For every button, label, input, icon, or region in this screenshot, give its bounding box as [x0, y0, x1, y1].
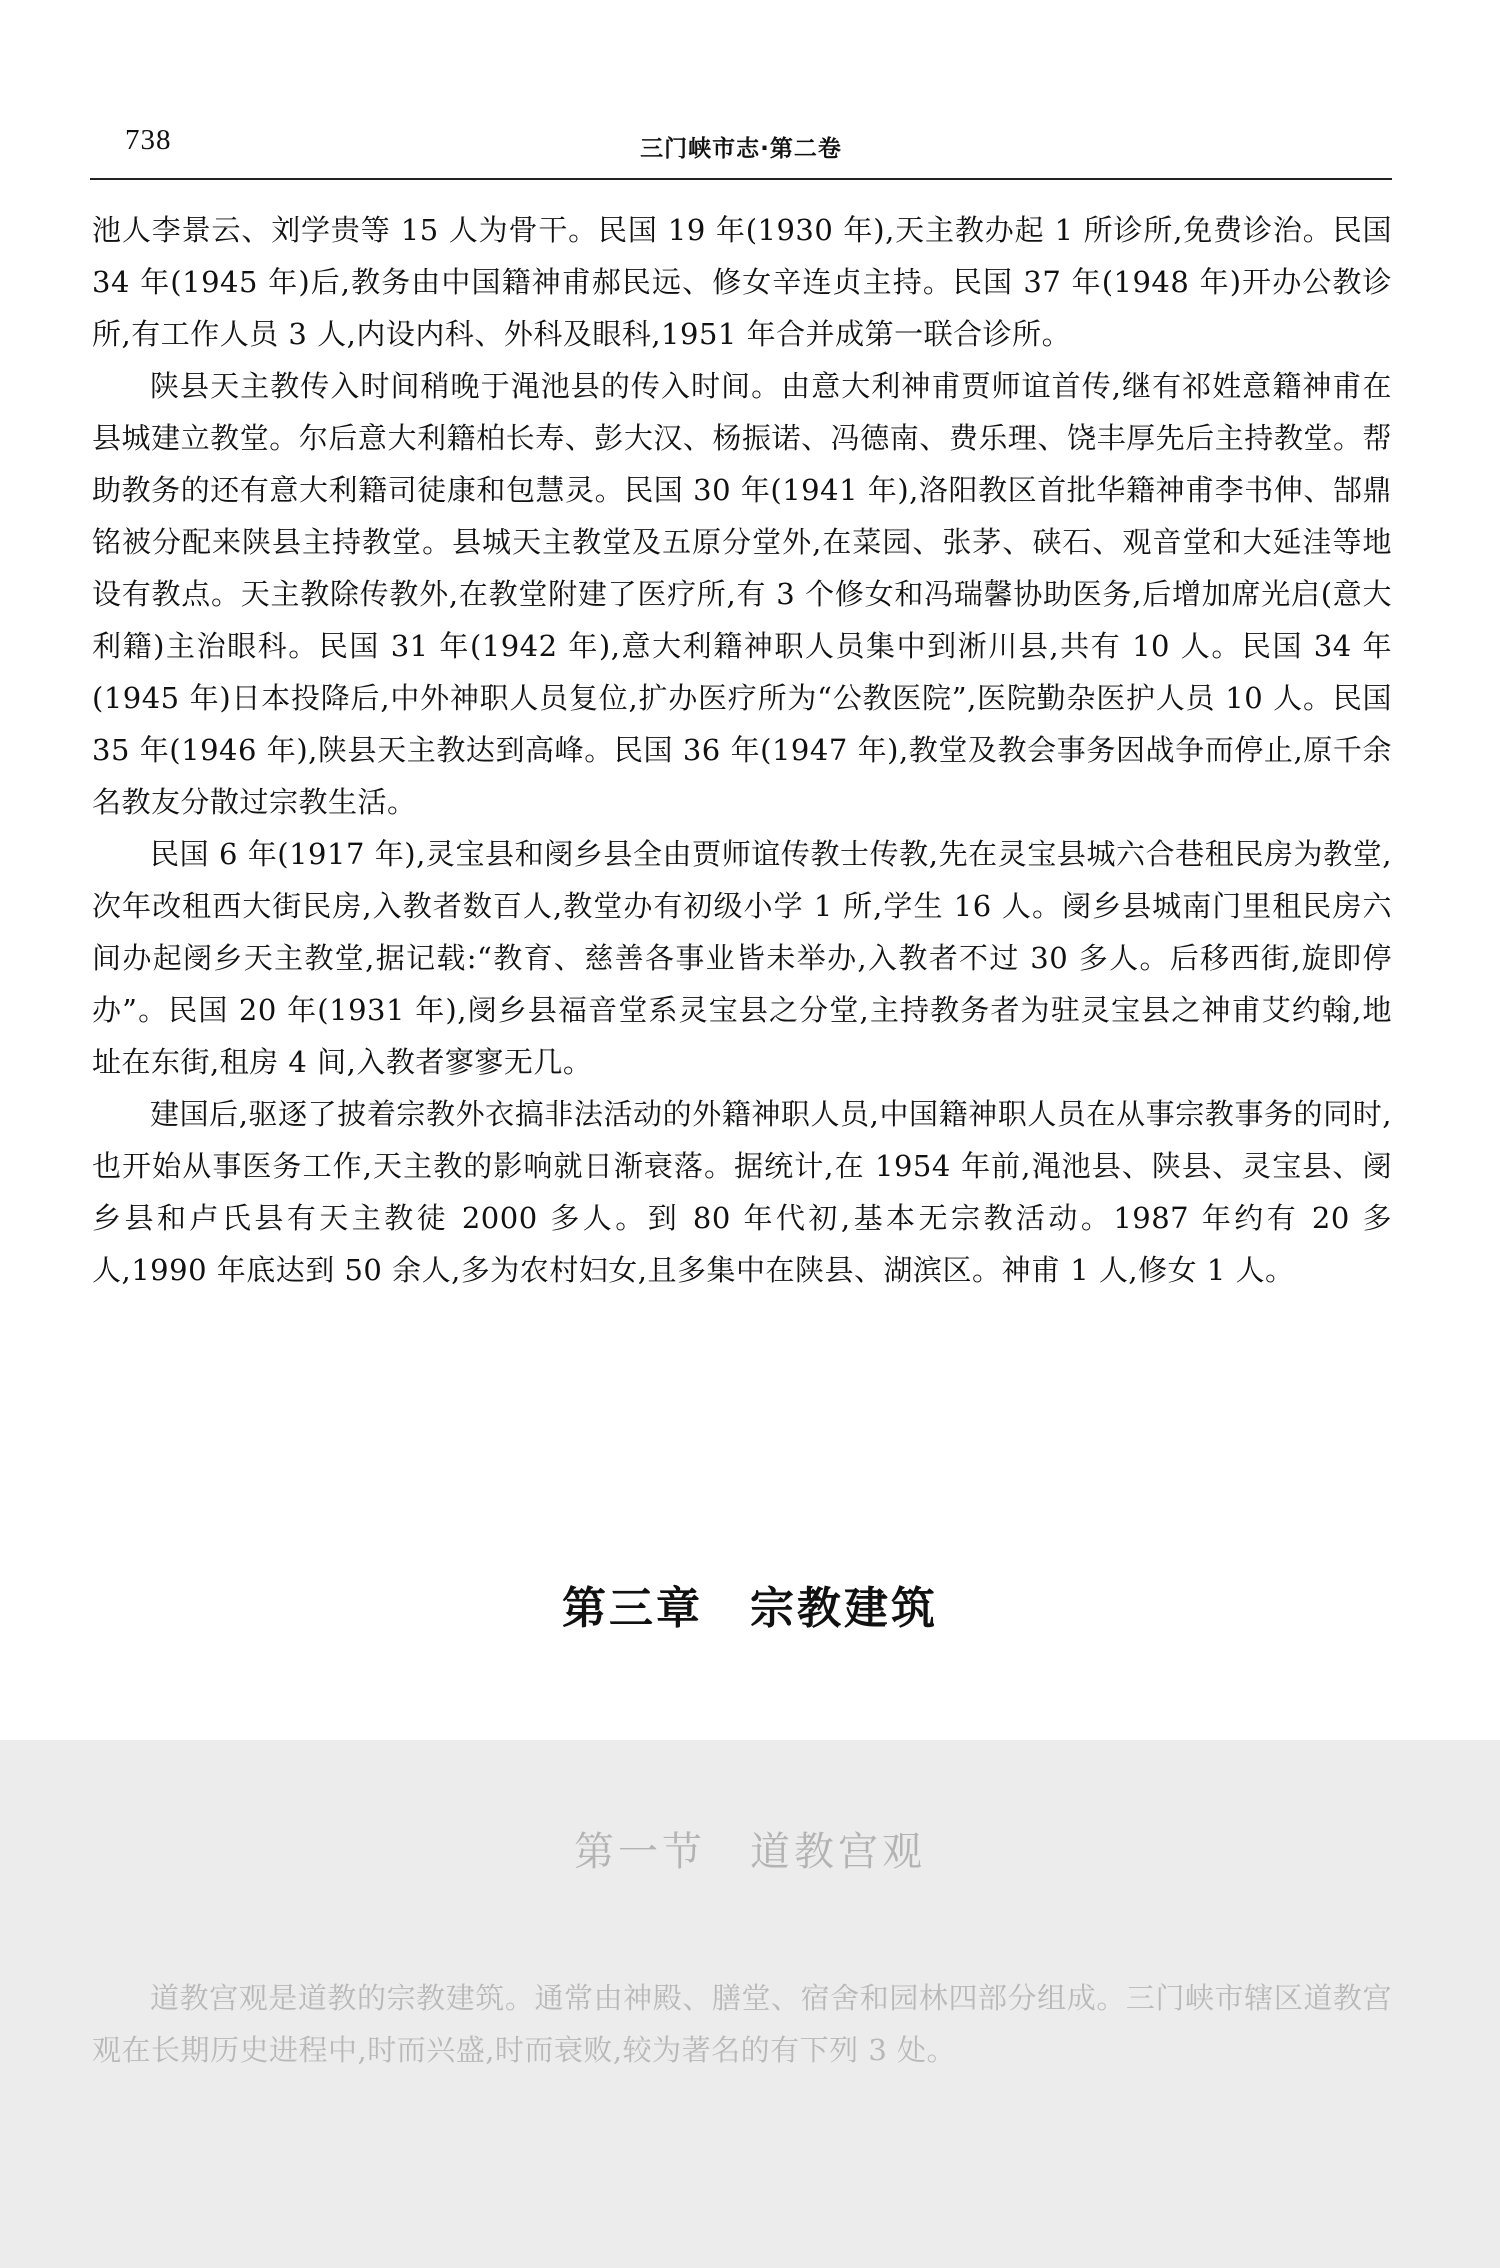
chapter-title: 第三章 宗教建筑 — [562, 1583, 938, 1634]
running-head: 三门峡市志·第二卷 — [640, 136, 842, 162]
paragraph: 池人李景云、刘学贵等 15 人为骨干。民国 19 年(1930 年),天主教办起 1 所诊所,免费诊治。民国 34 年(1945 年)后,教务由中国籍神甫郝民远、修女辛连贞主持。民国 37 年(1948 年)开办公教诊所,有工作人员 3 人,内设内科、外科及眼科,1951 年合并成第一联合诊所。 — [92, 213, 1392, 351]
paragraph: 民国 6 年(1917 年),灵宝县和阌乡县全由贾师谊传教士传教,先在灵宝县城六合巷租民房为教堂,次年改租西大街民房,入教者数百人,教堂办有初级小学 1 所,学生 16 人。阌乡县城南门里租民房六间办起阌乡天主教堂,据记载:“教育、慈善各事业皆未举办,入教者不过 30 多人。后移西街,旋即停办”。民国 20 年(1931 年),阌乡县福音堂系灵宝县之分堂,主持教务者为驻灵宝县之神甫艾约翰,地址在东街,租房 4 间,入教者寥寥无几。 — [92, 837, 1392, 1079]
paragraph: 建国后,驱逐了披着宗教外衣搞非法活动的外籍神职人员,中国籍神职人员在从事宗教事务的同时,也开始从事医务工作,天主教的影响就日渐衰落。据统计,在 1954 年前,渑池县、陕县、灵宝县、阌乡县和卢氏县有天主教徒 2000 多人。到 80 年代初,基本无宗教活动。1987 年约有 20 多人,1990 年底达到 50 余人,多为农村妇女,且多集中在陕县、湖滨区。神甫 1 人,修女 1 人。 — [92, 1097, 1392, 1287]
page-header — [90, 118, 1392, 180]
section-paragraph: 道教宫观是道教的宗教建筑。通常由神殿、膳堂、宿舍和园林四部分组成。三门峡市辖区道教宫观在长期历史进程中,时而兴盛,时而衰败,较为著名的有下列 3 处。 — [92, 1981, 1392, 2067]
paragraph: 陕县天主教传入时间稍晚于渑池县的传入时间。由意大利神甫贾师谊首传,继有祁姓意籍神甫在县城建立教堂。尔后意大利籍柏长寿、彭大汉、杨振诺、冯德南、费乐理、饶丰厚先后主持教堂。帮助教务的还有意大利籍司徒康和包慧灵。民国 30 年(1941 年),洛阳教区首批华籍神甫李书伸、郜鼎铭被分配来陕县主持教堂。县城天主教堂及五原分堂外,在菜园、张茅、硖石、观音堂和大延洼等地设有教点。天主教除传教外,在教堂附建了医疗所,有 3 个修女和冯瑞馨协助医务,后增加席光启(意大利籍)主治眼科。民国 31 年(1942 年),意大利籍神职人员集中到淅川县,共有 10 人。民国 34 年(1945 年)日本投降后,中外神职人员复位,扩办医疗所为“公教医院”,医院勤杂医护人员 10 人。民国 35 年(1946 年),陕县天主教达到高峰。民国 36 年(1947 年),教堂及教会事务因战争而停止,原千余名教友分散过宗教生活。 — [92, 369, 1392, 819]
section-title: 第一节 道教宫观 — [574, 1829, 926, 1875]
body-text — [92, 204, 1392, 1296]
faded-bottom-region — [0, 1740, 1500, 2268]
page-number: 738 — [125, 124, 172, 156]
